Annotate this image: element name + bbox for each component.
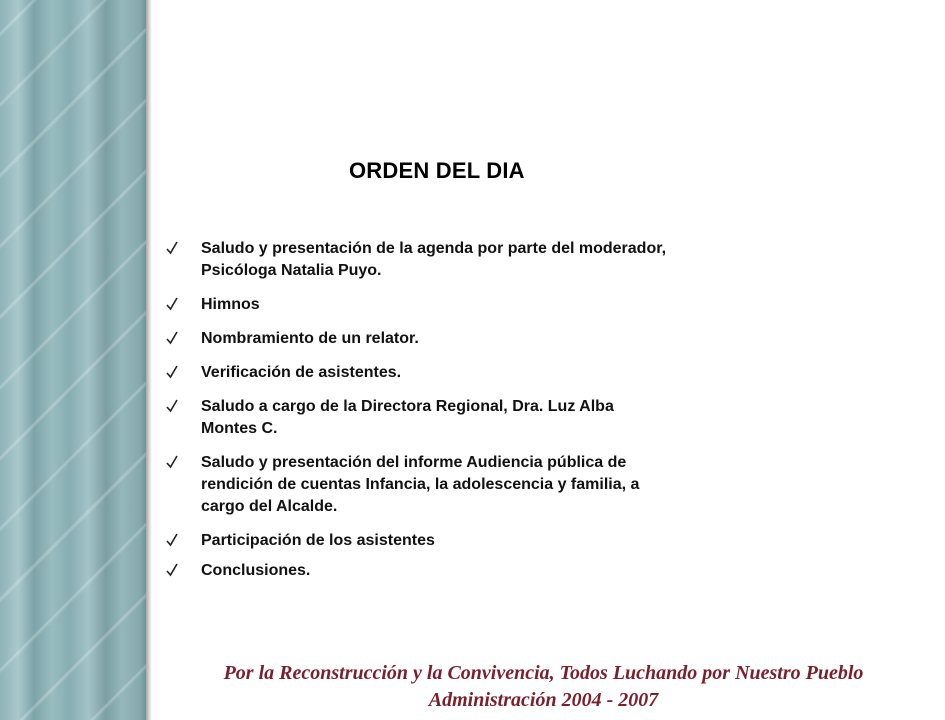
check-icon bbox=[166, 331, 178, 345]
list-item bbox=[166, 560, 766, 582]
list-item-line: Psicóloga Natalia Puyo. bbox=[201, 262, 382, 279]
list-item bbox=[166, 362, 766, 384]
list-item bbox=[166, 328, 766, 350]
list-item bbox=[166, 452, 766, 518]
list-item bbox=[166, 396, 766, 440]
list-item-line: Participación de los asistentes bbox=[201, 532, 435, 549]
footer-slogan bbox=[136, 660, 945, 714]
check-icon bbox=[166, 365, 178, 379]
footer-administration: Administración 2004 - 2007 bbox=[428, 689, 659, 711]
list-item-line: Montes C. bbox=[201, 420, 278, 437]
agenda-list bbox=[166, 238, 766, 582]
list-item bbox=[166, 294, 766, 316]
check-icon bbox=[166, 455, 178, 469]
check-icon bbox=[166, 533, 178, 547]
page-title: ORDEN DEL DIA bbox=[349, 158, 525, 183]
list-item bbox=[166, 238, 766, 282]
check-icon bbox=[166, 563, 178, 577]
list-item-line: Saludo y presentación del informe Audiencia pública de bbox=[201, 454, 627, 471]
check-icon bbox=[166, 399, 178, 413]
list-item-line: Saludo y presentación de la agenda por parte del moderador, bbox=[201, 240, 667, 257]
list-item-line: Nombramiento de un relator. bbox=[201, 330, 419, 347]
list-item-line: Conclusiones. bbox=[201, 562, 311, 579]
list-item bbox=[166, 530, 766, 552]
list-item-line: cargo del Alcalde. bbox=[201, 498, 338, 515]
decorative-sidebar bbox=[0, 0, 146, 720]
list-item-line: Himnos bbox=[201, 296, 260, 313]
check-icon bbox=[166, 297, 178, 311]
check-icon bbox=[166, 241, 178, 255]
footer-slogan-line: Por la Reconstrucción y la Convivencia, Todos Luchando por Nuestro Pueblo bbox=[223, 662, 864, 684]
list-item-line: Verificación de asistentes. bbox=[201, 364, 402, 381]
list-item-line: rendición de cuentas Infancia, la adolescencia y familia, a bbox=[201, 476, 640, 493]
list-item-line: Saludo a cargo de la Directora Regional, Dra. Luz Alba bbox=[201, 398, 614, 415]
